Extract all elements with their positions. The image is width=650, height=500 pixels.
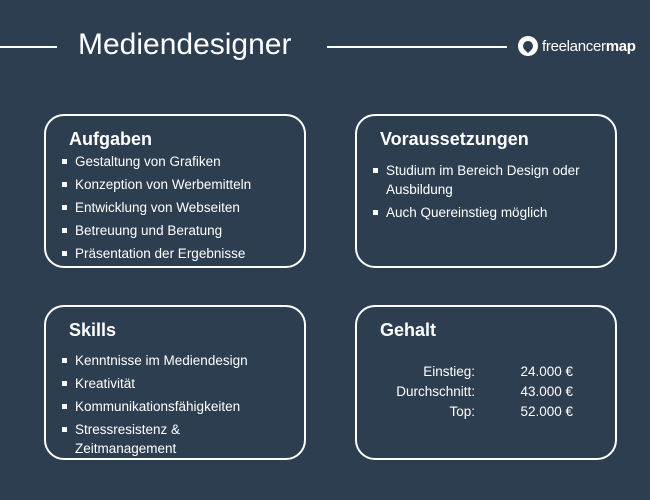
card-title: Voraussetzungen <box>380 129 529 149</box>
freelancermap-logo[interactable] <box>518 33 636 59</box>
salary-label: Einstieg: <box>423 364 475 379</box>
aufgaben-list <box>60 152 251 267</box>
list-item: Kreativität <box>60 374 260 393</box>
logo-text: freelancermap <box>542 37 636 55</box>
card-gehalt <box>355 305 617 460</box>
page-title: Mediendesigner <box>78 28 292 61</box>
list-item: Betreuung und Beratung <box>60 221 251 240</box>
list-item: Entwicklung von Webseiten <box>60 198 251 217</box>
salary-row-top <box>357 402 615 422</box>
card-voraussetzungen <box>355 114 617 268</box>
list-item: Stressresistenz & Zeitmanagement <box>60 420 260 458</box>
voraussetzungen-list <box>371 161 596 226</box>
salary-value: 24.000 € <box>520 364 573 379</box>
card-skills <box>44 305 306 460</box>
salary-label: Top: <box>449 404 475 419</box>
card-title: Skills <box>69 320 117 340</box>
salary-row-durchschnitt <box>357 382 615 402</box>
list-item: Konzeption von Werbemitteln <box>60 175 251 194</box>
salary-label: Durchschnitt: <box>396 384 475 399</box>
list-item: Auch Quereinstieg möglich <box>371 203 596 222</box>
salary-value: 43.000 € <box>520 384 573 399</box>
list-item: Kommunikationsfähigkeiten <box>60 397 260 416</box>
header-divider-left <box>0 46 57 48</box>
card-title: Aufgaben <box>69 129 152 149</box>
list-item: Präsentation der Ergebnisse <box>60 244 251 263</box>
list-item: Studium im Bereich Design oder Ausbildung <box>371 161 596 199</box>
map-pin-icon <box>518 36 538 56</box>
salary-row-einstieg <box>357 362 615 382</box>
card-title: Gehalt <box>380 320 437 340</box>
salary-value: 52.000 € <box>520 404 573 419</box>
list-item: Gestaltung von Grafiken <box>60 152 251 171</box>
skills-list <box>60 351 260 462</box>
header-divider-right <box>327 46 507 48</box>
list-item: Kenntnisse im Mediendesign <box>60 351 260 370</box>
card-aufgaben <box>44 114 306 268</box>
